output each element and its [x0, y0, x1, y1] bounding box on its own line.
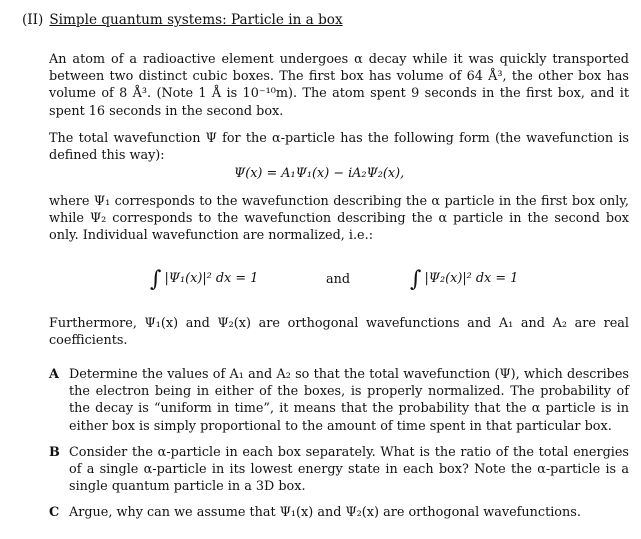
question-label: C	[49, 505, 60, 520]
wavefunction-paragraph: The total wavefunction Ψ for the α-particle has the following form (the wavefunction is defined this way):	[49, 131, 629, 164]
normalization-eq2-text: |Ψ₂(x)|² dx = 1	[424, 271, 519, 286]
question-label: B	[49, 445, 60, 460]
integral-symbol: ∫	[410, 267, 422, 292]
section-heading	[22, 12, 343, 28]
normalization-equation-2	[410, 267, 518, 292]
normalization-eq1-text: |Ψ₁(x)|² dx = 1	[164, 271, 259, 286]
question-text: Determine the values of A₁ and A₂ so that the total wavefunction (Ψ), which describes the electron being in either of the boxes, is properly normalized. The probability of the decay is “uniform in time”, it means that the probability that the α particle is in either box is simply proportional to the amount of time spent in that particular box.	[69, 367, 629, 434]
question-a	[49, 366, 629, 435]
question-c	[49, 504, 629, 521]
section-number: (II)	[22, 12, 44, 28]
question-b	[49, 444, 629, 496]
intro-paragraph: An atom of a radioactive element undergoes α decay while it was quickly transported between two distinct cubic boxes. The first box has volume of 64 Å³, the other box has volume of 8 Å³. (Note 1 Å is 10⁻¹⁰m). The atom spent 9 seconds in the first box, and it spent 16 seconds in the second box.	[49, 52, 629, 119]
total-wavefunction-equation: Ψ(x) = A₁Ψ₁(x) − iA₂Ψ₂(x),	[234, 166, 405, 181]
furthermore-paragraph: Furthermore, Ψ₁(x) and Ψ₂(x) are orthogonal wavefunctions and A₁ and A₂ are real coefficients.	[49, 316, 629, 349]
integral-symbol: ∫	[150, 267, 162, 292]
where-paragraph: where Ψ₁ corresponds to the wavefunction describing the α particle in the first box only, while Ψ₂ corresponds to the wavefunction describing the α particle in the second box only. Individual wavefunction are normalized, i.e.:	[49, 194, 629, 244]
question-label: A	[49, 367, 59, 382]
normalization-and: and	[326, 272, 351, 287]
question-text: Consider the α-particle in each box separately. What is the ratio of the total energies of a single α-particle in its lowest energy state in each box? Note the α-particle is a single quantum particle in a 3D box.	[69, 445, 629, 495]
question-text: Argue, why can we assume that Ψ₁(x) and Ψ₂(x) are orthogonal wavefunctions.	[69, 505, 581, 520]
normalization-equation-1	[150, 267, 258, 292]
section-title: Simple quantum systems: Particle in a box	[49, 12, 343, 28]
